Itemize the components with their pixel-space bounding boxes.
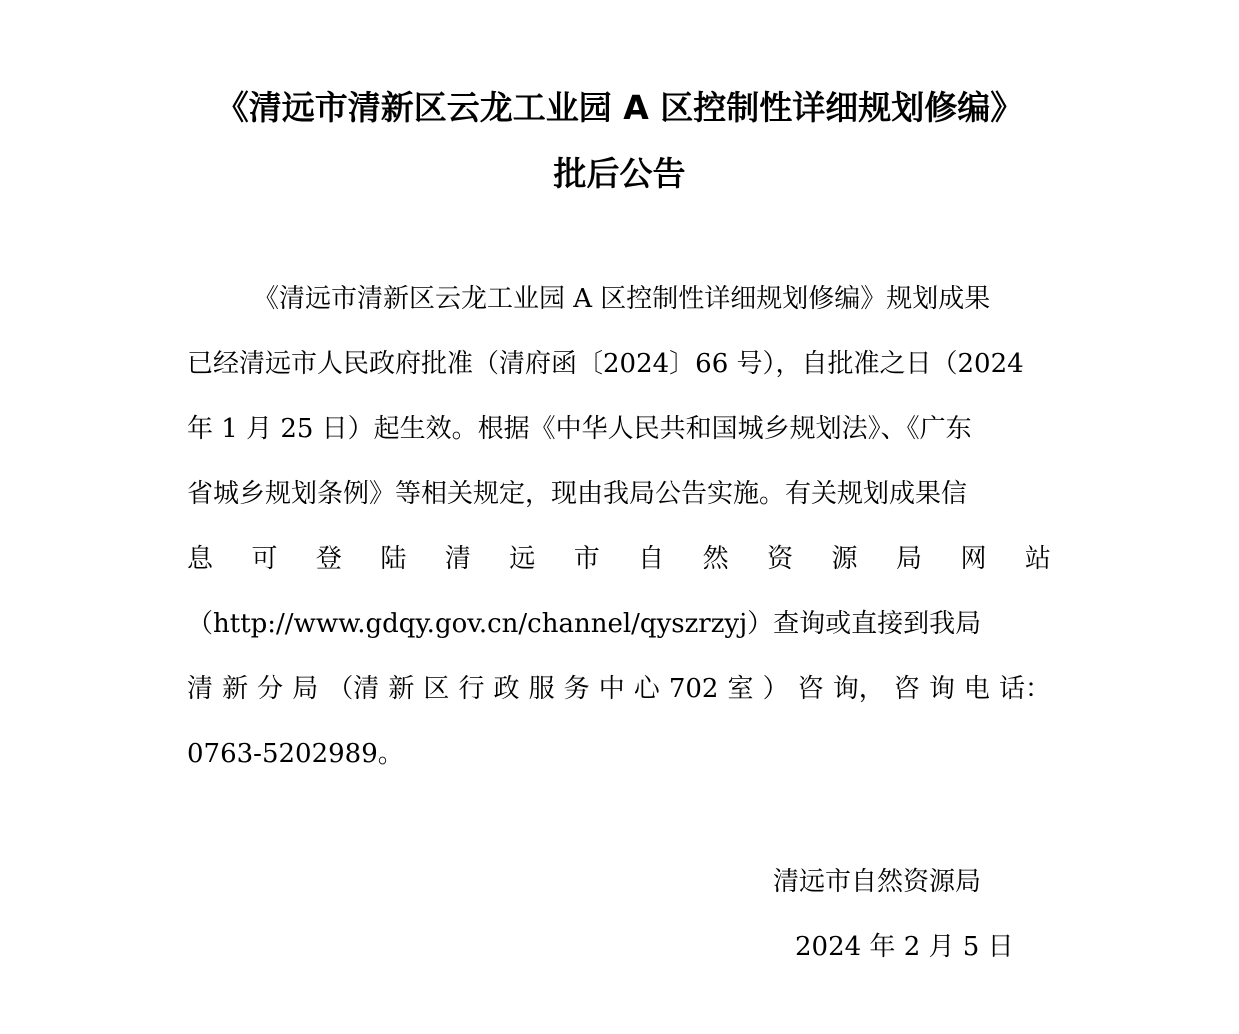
body-char: 服 <box>528 674 555 704</box>
body-line-7-justified <box>187 671 1051 707</box>
body-char: 息 <box>187 544 214 574</box>
body-char: 自 <box>638 544 665 574</box>
body-char: 局 <box>895 544 922 574</box>
body-char: 心 <box>633 674 660 704</box>
body-char: 新 <box>222 674 249 704</box>
body-line-1: 《清远市清新区云龙工业园 A 区控制性详细规划修编》规划成果 <box>253 284 991 314</box>
body-char: 电 <box>963 674 990 704</box>
body-char: 702 <box>668 674 719 704</box>
body-char: 市 <box>573 544 600 574</box>
body-char: 政 <box>493 674 520 704</box>
body-char: 远 <box>509 544 536 574</box>
body-line-8-phone: 0763-5202989。 <box>187 739 404 769</box>
signature-organization: 清远市自然资源局 <box>773 867 982 897</box>
body-char: 中 <box>598 674 625 704</box>
body-char: 然 <box>702 544 729 574</box>
body-char: 陆 <box>380 544 407 574</box>
body-char: 室 <box>727 674 754 704</box>
body-char: 新 <box>388 674 415 704</box>
signature-date: 2024 年 2 月 5 日 <box>795 932 1014 962</box>
body-char: 话： <box>998 674 1051 704</box>
body-char: 分 <box>257 674 284 704</box>
body-line-5-justified <box>187 541 1051 577</box>
document-title: 《清远市清新区云龙工业园 A 区控制性详细规划修编》 <box>215 88 1024 127</box>
body-char: ） <box>762 674 789 704</box>
body-char: 局 <box>292 674 319 704</box>
body-char: 登 <box>315 544 342 574</box>
document-subtitle: 批后公告 <box>553 154 686 193</box>
body-char: 清 <box>187 674 214 704</box>
body-char: 清 <box>444 544 471 574</box>
body-line-2: 已经清远市人民政府批准（清府函〔2024〕66 号），自批准之日（2024 <box>187 349 1024 379</box>
body-char: 咨 <box>893 674 920 704</box>
body-char: 询， <box>832 674 885 704</box>
body-char: 站 <box>1024 544 1051 574</box>
body-char: 区 <box>423 674 450 704</box>
body-char: 可 <box>251 544 278 574</box>
body-char: （清 <box>327 674 380 704</box>
body-char: 网 <box>960 544 987 574</box>
body-line-4: 省城乡规划条例》等相关规定，现由我局公告实施。有关规划成果信 <box>187 479 968 509</box>
body-line-3: 年 1 月 25 日）起生效。根据《中华人民共和国城乡规划法》、《广东 <box>187 414 972 444</box>
body-char: 行 <box>458 674 485 704</box>
body-char: 务 <box>563 674 590 704</box>
body-char: 资 <box>767 544 794 574</box>
body-line-6-url: （http://www.gdqy.gov.cn/channel/qyszrzyj）查询或直接到我局 <box>187 609 982 639</box>
body-char: 源 <box>831 544 858 574</box>
body-char: 询 <box>928 674 955 704</box>
body-char: 咨 <box>797 674 824 704</box>
